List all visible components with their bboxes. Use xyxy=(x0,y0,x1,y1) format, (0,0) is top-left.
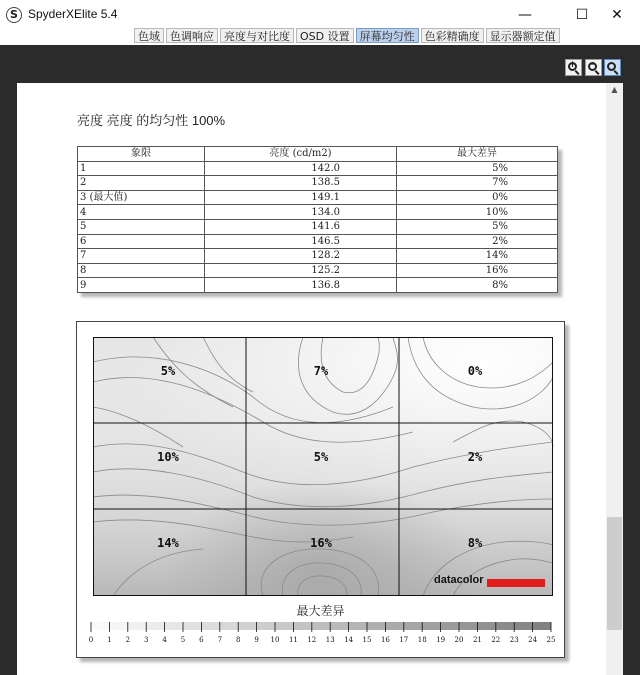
zone-label-8: 16% xyxy=(310,536,332,550)
luminance-cell: 136.8 xyxy=(205,278,397,293)
zoom-in-button[interactable]: + xyxy=(565,59,582,76)
legend-swatch xyxy=(109,622,127,630)
toolbar xyxy=(0,45,640,83)
legend-swatch xyxy=(146,622,164,630)
max-diff-cell: 14% xyxy=(397,249,558,264)
luminance-cell: 149.1 xyxy=(205,190,397,205)
legend-tick-label: 15 xyxy=(362,636,372,644)
legend-tick-label: 1 xyxy=(107,636,112,644)
legend-tick-label: 17 xyxy=(399,636,409,644)
luminance-cell: 134.0 xyxy=(205,205,397,220)
legend-tick-label: 12 xyxy=(307,636,317,644)
tab-0[interactable]: 色域 xyxy=(134,28,164,43)
legend-swatch xyxy=(349,622,367,630)
max-diff-cell: 5% xyxy=(397,161,558,176)
legend-swatch xyxy=(385,622,403,630)
report-title: 亮度 亮度 的均匀性 100% xyxy=(77,113,226,128)
legend-swatch xyxy=(275,622,293,630)
legend-swatch xyxy=(165,622,183,630)
max-diff-cell: 5% xyxy=(397,219,558,234)
max-diff-cell: 7% xyxy=(397,176,558,191)
max-diff-cell: 10% xyxy=(397,205,558,220)
legend-tick-label: 4 xyxy=(162,636,167,644)
legend-tick-label: 21 xyxy=(472,636,482,644)
luminance-cell: 128.2 xyxy=(205,249,397,264)
table-row xyxy=(78,249,558,264)
zoom-out-button[interactable]: − xyxy=(585,59,602,76)
legend-tick-label: 10 xyxy=(270,636,280,644)
quadrant-cell: 3 (最大值) xyxy=(78,190,205,205)
maximize-button[interactable]: ☐ xyxy=(575,7,589,23)
luminance-cell: 125.2 xyxy=(205,263,397,278)
legend-swatch xyxy=(293,622,311,630)
legend-swatch xyxy=(441,622,459,630)
close-button[interactable]: ✕ xyxy=(611,7,623,23)
legend-swatch xyxy=(91,622,109,630)
quadrant-cell: 6 xyxy=(78,234,205,249)
legend-tick-label: 7 xyxy=(217,636,223,644)
table-row xyxy=(78,219,558,234)
legend-swatch xyxy=(257,622,275,630)
quadrant-cell: 2 xyxy=(78,176,205,191)
scroll-up-arrow-icon[interactable]: ▲ xyxy=(611,85,618,94)
zone-label-5: 5% xyxy=(313,450,329,464)
max-diff-cell: 0% xyxy=(397,190,558,205)
legend-tick-label: 20 xyxy=(454,636,464,644)
column-header-max-diff: 最大差异 xyxy=(397,147,558,162)
legend-tick-label: 16 xyxy=(380,636,390,644)
scroll-thumb[interactable] xyxy=(607,517,622,630)
column-header-luminance: 亮度 (cd/m2) xyxy=(205,147,397,162)
zone-label-6: 2% xyxy=(467,450,483,464)
quadrant-cell: 4 xyxy=(78,205,205,220)
quadrant-cell: 9 xyxy=(78,278,205,293)
legend-swatch xyxy=(201,622,219,630)
legend-tick-label: 8 xyxy=(235,636,241,644)
report-tabs xyxy=(134,28,562,44)
title-bar xyxy=(0,0,640,30)
legend-tick-label: 11 xyxy=(288,636,298,644)
table-row xyxy=(78,205,558,220)
luminance-cell: 141.6 xyxy=(205,219,397,234)
luminance-cell: 146.5 xyxy=(205,234,397,249)
legend-swatch xyxy=(422,622,440,630)
tab-2[interactable]: 亮度与对比度 xyxy=(220,28,294,43)
legend-swatch xyxy=(220,622,238,630)
legend-tick-label: 18 xyxy=(417,636,427,644)
luminance-cell: 138.5 xyxy=(205,176,397,191)
legend-title: 最大差异 xyxy=(296,604,345,618)
table-row xyxy=(78,161,558,176)
zone-label-4: 10% xyxy=(157,450,179,464)
legend-swatch xyxy=(404,622,422,630)
quadrant-cell: 5 xyxy=(78,219,205,234)
legend-swatch xyxy=(367,622,385,630)
zone-label-2: 7% xyxy=(313,364,329,378)
legend-tick-label: 22 xyxy=(491,636,501,644)
vertical-scrollbar[interactable] xyxy=(606,83,623,675)
uniformity-map-card xyxy=(76,321,565,658)
legend-swatch xyxy=(477,622,495,630)
tab-6[interactable]: 显示器额定值 xyxy=(486,28,560,43)
quadrant-cell: 7 xyxy=(78,249,205,264)
quadrant-cell: 1 xyxy=(78,161,205,176)
luminance-cell: 142.0 xyxy=(205,161,397,176)
table-row xyxy=(78,263,558,278)
legend-tick-label: 0 xyxy=(88,636,94,644)
max-diff-cell: 8% xyxy=(397,278,558,293)
difference-legend xyxy=(88,618,554,648)
zoom-fit-button[interactable] xyxy=(604,59,621,76)
table-row xyxy=(78,234,558,249)
legend-tick-label: 5 xyxy=(180,636,186,644)
table-row xyxy=(78,190,558,205)
legend-tick-label: 3 xyxy=(143,636,149,644)
zone-label-7: 14% xyxy=(157,536,179,550)
tab-4[interactable]: 屏幕均匀性 xyxy=(356,28,419,43)
datacolor-logo-bar xyxy=(487,579,545,587)
legend-tick-label: 2 xyxy=(125,636,131,644)
tab-5[interactable]: 色彩精确度 xyxy=(421,28,484,43)
legend-tick-label: 24 xyxy=(528,636,538,644)
quadrant-table xyxy=(77,146,558,293)
tab-1[interactable]: 色调响应 xyxy=(166,28,218,43)
column-header-quadrant: 象限 xyxy=(78,147,205,162)
legend-tick-label: 13 xyxy=(325,636,335,644)
legend-swatch xyxy=(330,622,348,630)
legend-swatch xyxy=(514,622,532,630)
tab-3[interactable]: OSD 设置 xyxy=(296,28,354,43)
table-row xyxy=(78,176,558,191)
legend-swatch xyxy=(533,622,551,630)
legend-tick-label: 25 xyxy=(546,636,556,644)
minimize-button[interactable]: — xyxy=(518,7,532,23)
legend-swatch xyxy=(238,622,256,630)
legend-swatch xyxy=(128,622,146,630)
legend-tick-label: 19 xyxy=(436,636,446,644)
legend-tick-label: 23 xyxy=(509,636,519,644)
table-header-row xyxy=(78,147,558,162)
legend-tick-label: 9 xyxy=(254,636,259,644)
legend-swatch xyxy=(459,622,477,630)
zone-label-3: 0% xyxy=(467,364,483,378)
legend-swatch xyxy=(496,622,514,630)
legend-swatch xyxy=(312,622,330,630)
legend-tick-label: 14 xyxy=(344,636,354,644)
zone-label-1: 5% xyxy=(160,364,176,378)
window-title: SpyderXElite 5.4 xyxy=(28,7,118,21)
datacolor-logo: datacolor xyxy=(434,574,484,586)
quadrant-cell: 8 xyxy=(78,263,205,278)
legend-swatch xyxy=(183,622,201,630)
max-diff-cell: 2% xyxy=(397,234,558,249)
zone-label-9: 8% xyxy=(467,536,483,550)
legend-tick-label: 6 xyxy=(199,636,204,644)
app-logo-icon: S xyxy=(6,7,22,23)
max-diff-cell: 16% xyxy=(397,263,558,278)
table-row xyxy=(78,278,558,293)
uniformity-contour-map xyxy=(93,337,553,596)
tab-bar xyxy=(0,28,640,45)
